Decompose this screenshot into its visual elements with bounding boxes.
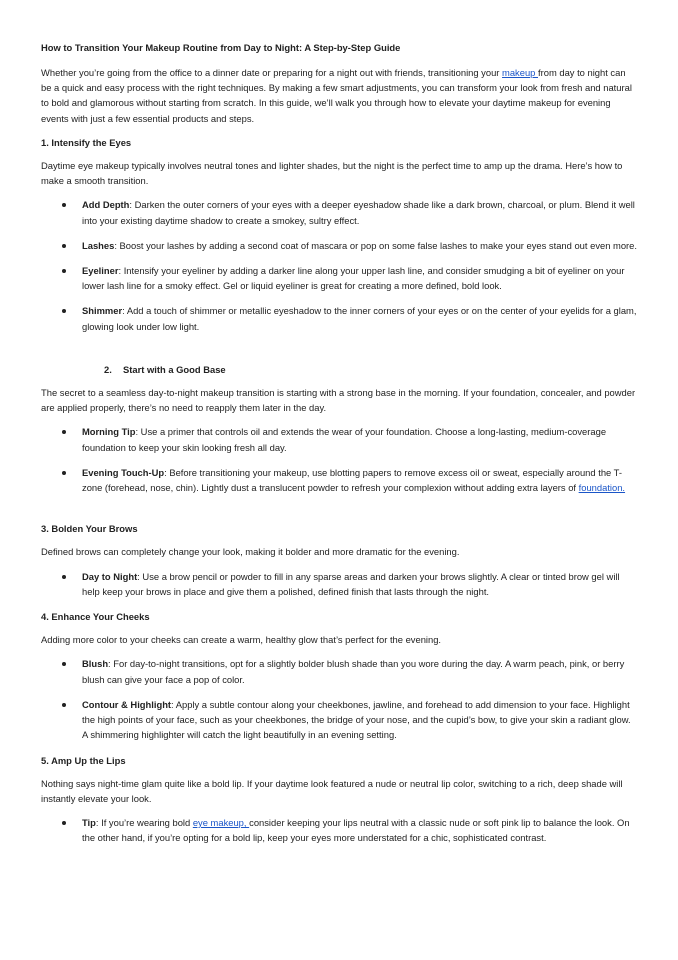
item-text: consider keeping your lips neutral with a classic nude or soft pink lip to balance the look. On the other hand, if you’re opting for a bold lip, keep your eyes more understated for a chic, sophisticated contrast.: [82, 817, 630, 844]
item-lead: Add Depth: [82, 199, 130, 211]
item-text: : Before transitioning your makeup, use blotting papers to remove excess oil or sweat, especially around the T-zone (forehead, nose, chin). Lightly dust a translucent powder to refresh your complexion without adding extra layers of: [82, 466, 623, 494]
item-lead: Eyeliner: [82, 265, 119, 277]
intro-text-1: Whether you’re going from the office to a dinner date or preparing for a night out with friends, transitioning your: [41, 67, 503, 78]
section-2-list: [41, 424, 638, 495]
list-item: [41, 263, 638, 293]
section-3-body: Defined brows can completely change your look, making it bolder and more dramatic for the evening.: [41, 546, 460, 558]
list-item: [41, 303, 638, 333]
intro-paragraph: [41, 65, 638, 126]
section-2-number: 2.: [104, 363, 112, 375]
section-2-title: Start with a Good Base: [123, 363, 226, 375]
list-item: [41, 197, 638, 227]
section-4-list: [41, 656, 638, 742]
item-lead: Morning Tip: [82, 426, 136, 438]
section-4-body: Adding more color to your cheeks can create a warm, healthy glow that’s perfect for the evening.: [41, 634, 442, 646]
item-lead: Day to Night: [82, 570, 138, 582]
section-5-heading: 5. Amp Up the Lips: [41, 754, 126, 766]
item-text: : Darken the outer corners of your eyes with a deeper eyeshadow shade like a dark brown, charcoal, or plum. Blend it well into your existing daytime shadow to create a smokey, sultry effect.: [82, 199, 635, 226]
item-text: : Use a brow pencil or powder to fill in any sparse areas and darken your brows slightly. A clear or tinted brow gel will help keep your brows in place and give them a polished, defined finish that lasts through the night.: [82, 570, 620, 597]
section-5-list: [41, 815, 638, 845]
item-lead: Tip: [82, 817, 96, 829]
item-lead: Evening Touch-Up: [82, 466, 165, 478]
section-1-body: Daytime eye makeup typically involves neutral tones and lighter shades, but the night is the perfect time to amp up the drama. Here’s how to make a smooth transition.: [41, 160, 623, 187]
section-2-heading: [41, 362, 638, 377]
item-text: : Apply a subtle contour along your cheekbones, jawline, and forehead to add dimension to your face. Highlight the high points of your face, such as your cheekbones, the bridge of your nose, and the cupid’s bow, to give your skin a radiant glow. A shimmering highlighter will catch the light beautifully in an evening setting.: [82, 698, 631, 741]
list-item: [41, 238, 638, 253]
section-1-heading: 1. Intensify the Eyes: [41, 136, 132, 148]
eye-makeup-link[interactable]: eye makeup,: [192, 817, 250, 829]
section-4-heading: 4. Enhance Your Cheeks: [41, 611, 150, 623]
item-text: : Intensify your eyeliner by adding a darker line along your upper lash line, and consider smudging a bit of eyeliner on your lower lash line for a smoky effect. Gel or liquid eyeliner is great for creating a more defined, bold look.: [82, 265, 625, 292]
section-2-body: The secret to a seamless day-to-night makeup transition is starting with a strong base in the morning. If your foundation, concealer, and powder are applied properly, there’s no need to reapply them later in the day.: [41, 387, 636, 414]
item-text: : Add a touch of shimmer or metallic eyeshadow to the inner corners of your eyes or on the center of your eyelids for a glam, glowing look under low light.: [82, 305, 637, 332]
item-text: : Use a primer that controls oil and extends the wear of your foundation. Choose a long-lasting, medium-coverage foundation to keep your skin looking fresh all day.: [82, 426, 607, 453]
item-text: : For day-to-night transitions, opt for a slightly bolder blush shade than you wore during the day. A warm peach, pink, or berry blush can give your face a pop of color.: [82, 658, 625, 685]
makeup-link[interactable]: makeup: [502, 67, 538, 78]
item-lead: Contour & Highlight: [82, 698, 172, 710]
item-lead: Lashes: [82, 239, 115, 251]
section-3-heading: 3. Bolden Your Brows: [41, 523, 138, 535]
section-5-body: Nothing says night-time glam quite like a bold lip. If your daytime look featured a nude or neutral lip color, switching to a rich, deep shade will instantly elevate your look.: [41, 777, 623, 804]
section-1-list: [41, 197, 638, 333]
item-text: : If you’re wearing bold: [95, 817, 193, 829]
spacer: [41, 505, 638, 521]
foundation-link[interactable]: foundation.: [578, 482, 626, 494]
list-item: [41, 424, 638, 454]
section-3-list: [41, 569, 638, 599]
list-item: [41, 697, 638, 743]
item-lead: Blush: [82, 658, 109, 670]
item-lead: Shimmer: [82, 305, 123, 317]
intro-text-2: from day to night can be a quick and easy process with the right techniques. By making a few smart adjustments, you can transform your look from fresh and natural to bold and glamorous without starting from scratch. In this guide, we’ll walk you through how to elevate your daytime makeup for evening events with just a few essential products and steps.: [41, 67, 632, 124]
list-item: [41, 815, 638, 845]
item-text: : Boost your lashes by adding a second coat of mascara or pop on some false lashes to make your eyes stand out even more.: [114, 239, 638, 251]
document-title: How to Transition Your Makeup Routine from Day to Night: A Step-by-Step Guide: [41, 42, 401, 53]
list-item: [41, 465, 638, 495]
list-item: [41, 569, 638, 599]
list-item: [41, 656, 638, 686]
